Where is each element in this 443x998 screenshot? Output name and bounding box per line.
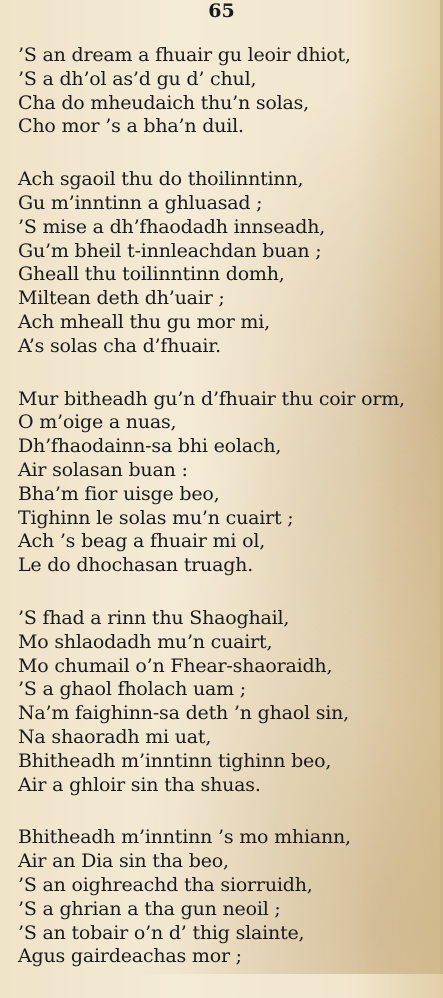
verse-line: ’S mise a dh’fhaodadh innseadh, <box>18 215 326 238</box>
poem-body <box>0 44 443 998</box>
stanza-5 <box>0 826 443 969</box>
verse-line: Bha’m fior uisge beo, <box>18 482 220 505</box>
verse-line: Air an Dia sin tha beo, <box>18 850 229 873</box>
verse-line: ’S fhad a rinn thu Shaoghail, <box>18 606 290 629</box>
verse-line: Na’m faighinn-sa deth ’n ghaol sin, <box>18 702 349 725</box>
verse-line: Na shaoradh mi uat, <box>18 725 212 748</box>
stanza-1 <box>0 44 443 139</box>
verse-line: Gu m’inntinn a ghluasad ; <box>18 191 263 214</box>
stanza-3 <box>0 388 443 578</box>
verse-line: Bhitheadh m’inntinn tighinn beo, <box>18 749 332 772</box>
verse-line: Cho mor ’s a bha’n duil. <box>18 115 244 138</box>
page-number: 65 <box>208 0 235 22</box>
verse-line: Air solasan buan : <box>18 458 188 481</box>
stanza-4 <box>0 607 443 797</box>
stanza-2 <box>0 168 443 358</box>
verse-line: Le do dhochasan truagh. <box>18 554 254 577</box>
verse-line: ’S an tobair o’n d’ thig slainte, <box>18 921 305 944</box>
verse-line: Agus gairdeachas mor ; <box>18 945 242 968</box>
verse-line: Mo chumail o’n Fhear-shaoraidh, <box>18 654 333 677</box>
verse-line: Ach sgaoil thu do thoilinntinn, <box>18 168 304 191</box>
verse-line: Mur bitheadh gu’n d’fhuair thu coir orm, <box>18 387 405 410</box>
verse-line: Tighinn le solas mu’n cuairt ; <box>18 506 294 529</box>
verse-line: Ach mheall thu gu mor mi, <box>18 310 270 333</box>
verse-line: ’S an oighreachd tha siorruidh, <box>18 873 313 896</box>
verse-line: O m’oige a nuas, <box>18 411 177 434</box>
verse-line: Gheall thu toilinntinn domh, <box>18 263 285 286</box>
verse-line: Gu’m bheil t-innleachdan buan ; <box>18 239 322 262</box>
verse-line: Air a ghloir sin tha shuas. <box>18 773 261 796</box>
verse-line: ’S an dream a fhuair gu leoir dhiot, <box>18 44 351 66</box>
verse-line: Ach ’s beag a fhuair mi ol, <box>18 530 266 553</box>
verse-line: Dh’fhaodainn-sa bhi eolach, <box>18 435 282 458</box>
verse-line: Mo shlaodadh mu’n cuairt, <box>18 630 273 653</box>
verse-line: ’S a ghrian a tha gun neoil ; <box>18 897 281 920</box>
verse-line: Miltean deth dh’uair ; <box>18 287 225 310</box>
verse-line: A’s solas cha d’fhuair. <box>18 334 221 357</box>
verse-line: Cha do mheudaich thu’n solas, <box>18 91 310 114</box>
verse-line: ’S a dh’ol as’d gu d’ chul, <box>18 67 257 90</box>
verse-line: ’S a ghaol fholach uam ; <box>18 678 246 701</box>
verse-line: Bhitheadh m’inntinn ’s mo mhiann, <box>18 826 351 849</box>
